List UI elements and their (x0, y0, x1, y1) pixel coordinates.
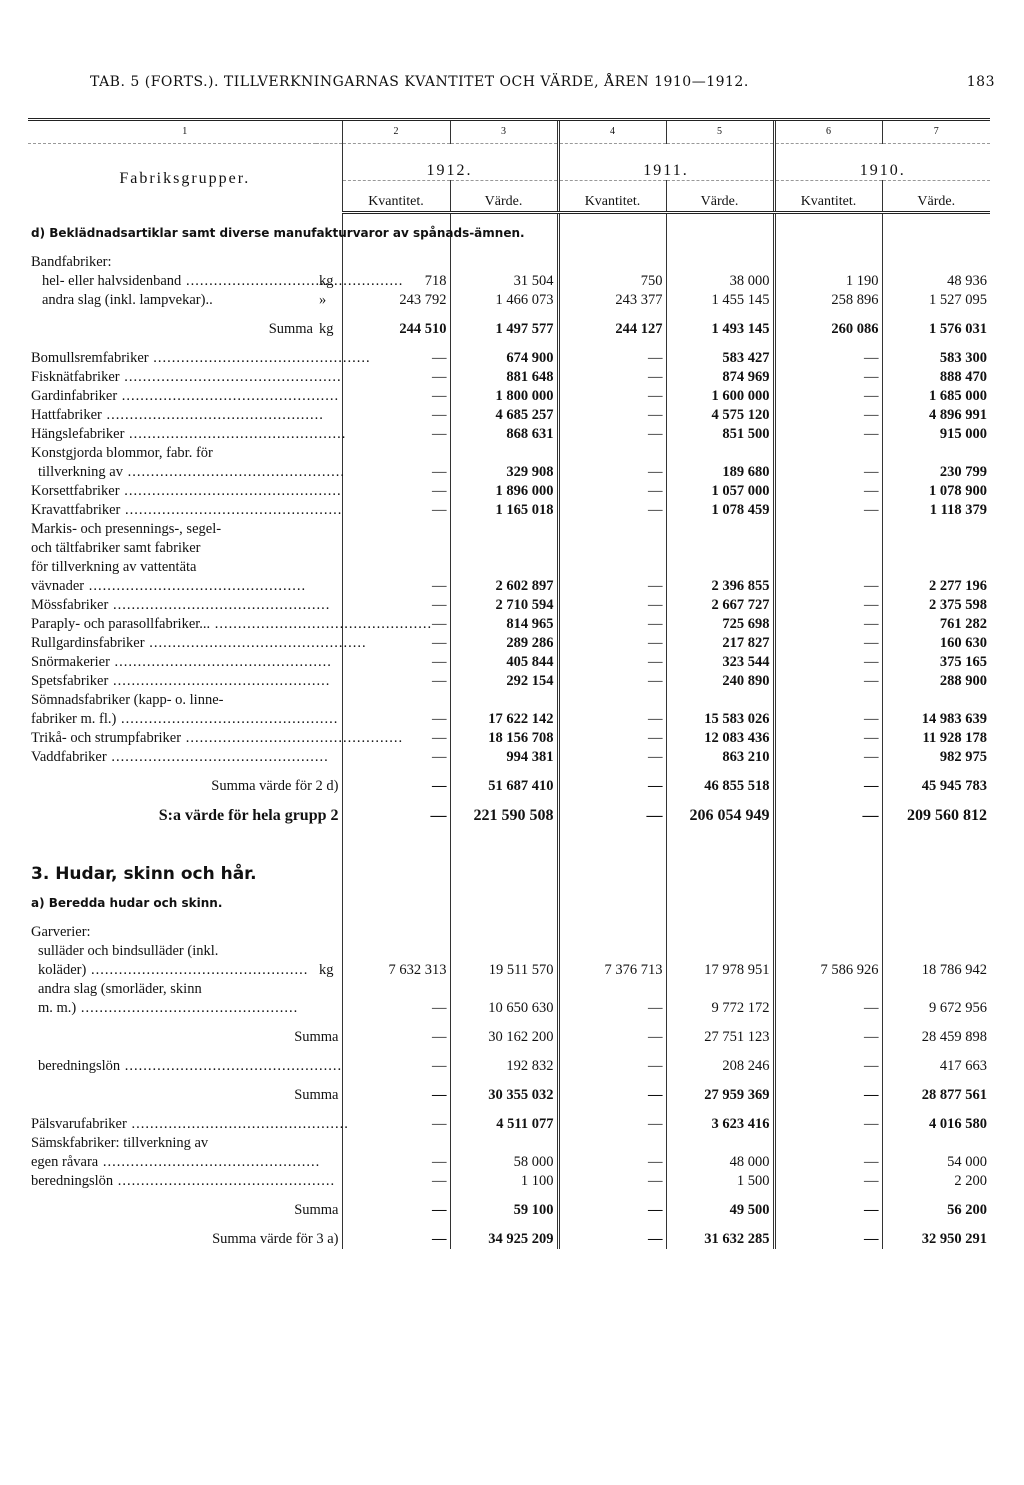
summa-varde-row (28, 1230, 990, 1249)
summa-row (28, 1201, 990, 1220)
cell: 28 877 561 (882, 1086, 990, 1105)
table-row (28, 634, 990, 653)
cell: 750 (558, 272, 666, 291)
cell: 9 672 956 (882, 999, 990, 1018)
cell: 244 127 (558, 320, 666, 339)
row-label: hel- eller halvsidenband (42, 273, 182, 289)
cell: 7 632 313 (342, 961, 450, 980)
cell: 51 687 410 (450, 777, 558, 796)
table-row (28, 729, 990, 748)
cell: 217 827 (666, 634, 774, 653)
cell: 30 355 032 (450, 1086, 558, 1105)
cell: 881 648 (450, 368, 558, 387)
cell: 2 200 (882, 1172, 990, 1191)
unit: kg (319, 273, 334, 289)
cell: 718 (342, 272, 450, 291)
table-row (28, 672, 990, 691)
column-number: 6 (774, 120, 882, 144)
row-label: Markis- och presennings-, segel- (31, 521, 222, 537)
cell: 27 751 123 (666, 1028, 774, 1047)
row-label: Vaddfabriker (31, 749, 107, 765)
cell: 7 586 926 (774, 961, 882, 980)
column-number: 5 (666, 120, 774, 144)
cell: 405 844 (450, 653, 558, 672)
row-label: andra slag (inkl. lampvekar).. (42, 292, 213, 308)
cell: 888 470 (882, 368, 990, 387)
row-label: Summa (294, 1202, 339, 1218)
row-label: Rullgardinsfabriker (31, 635, 145, 651)
rows-block (28, 729, 990, 767)
table-row (28, 999, 990, 1018)
cell: 814 965 (450, 615, 558, 634)
table-row (28, 980, 990, 999)
group-column-header: Fabriksgrupper. (119, 169, 251, 187)
rows-block (28, 596, 990, 691)
table-row (28, 291, 990, 310)
cell: 1 576 031 (882, 320, 990, 339)
cell: 1 497 577 (450, 320, 558, 339)
row-label: tillverkning av (38, 464, 123, 480)
column-number: 4 (558, 120, 666, 144)
cell: 2 277 196 (882, 577, 990, 596)
cell: 1 078 900 (882, 482, 990, 501)
cell: 1 455 145 (666, 291, 774, 310)
row-label: vävnader (31, 578, 85, 594)
cell: 1 078 459 (666, 501, 774, 520)
cell: 48 000 (666, 1153, 774, 1172)
row-label: Paraply- och parasollfabriker... (31, 616, 211, 632)
table-row (28, 272, 990, 291)
cell: 1 190 (774, 272, 882, 291)
row-label: egen råvara (31, 1154, 99, 1170)
page-header (90, 70, 995, 96)
table-row (28, 368, 990, 387)
row-label: Hängslefabriker (31, 426, 125, 442)
cell: 417 663 (882, 1057, 990, 1076)
cell: 34 925 209 (450, 1230, 558, 1249)
cell: 1 500 (666, 1172, 774, 1191)
cell: 38 000 (666, 272, 774, 291)
cell: 31 504 (450, 272, 558, 291)
table-row (28, 615, 990, 634)
column-number-row (28, 120, 990, 144)
summa-varde-row (28, 777, 990, 796)
cell: 2 710 594 (450, 596, 558, 615)
table-row (28, 1115, 990, 1134)
row-label: Hattfabriker (31, 407, 102, 423)
cell: 18 786 942 (882, 961, 990, 980)
cell: 189 680 (666, 463, 774, 482)
cell: 994 381 (450, 748, 558, 767)
cell: 4 511 077 (450, 1115, 558, 1134)
cell: 1 493 145 (666, 320, 774, 339)
unit: » (319, 292, 327, 308)
row-label: Summa (294, 1029, 339, 1045)
cell: 9 772 172 (666, 999, 774, 1018)
cell: 725 698 (666, 615, 774, 634)
cell: 915 000 (882, 425, 990, 444)
row-label: Spetsfabriker (31, 673, 109, 689)
cell: 863 210 (666, 748, 774, 767)
cell: 2 602 897 (450, 577, 558, 596)
cell: 243 792 (342, 291, 450, 310)
table-row (28, 1134, 990, 1153)
cell: 3 623 416 (666, 1115, 774, 1134)
cell: 17 978 951 (666, 961, 774, 980)
cell: 1 600 000 (666, 387, 774, 406)
table-row (28, 482, 990, 501)
cell: 7 376 713 (558, 961, 666, 980)
section-heading-row (28, 894, 990, 913)
value-header: Värde. (882, 181, 990, 213)
cell: 583 300 (882, 349, 990, 368)
cell: 982 975 (882, 748, 990, 767)
cell: 1 100 (450, 1172, 558, 1191)
table-row (28, 425, 990, 444)
quantity-header: Kvantitet. (342, 181, 450, 213)
group-heading-row (28, 865, 990, 884)
cell: 28 459 898 (882, 1028, 990, 1047)
row-label: Mössfabriker (31, 597, 109, 613)
row-label: koläder) (38, 962, 87, 978)
cell: 4 896 991 (882, 406, 990, 425)
subheading-row (28, 923, 990, 942)
cell: 221 590 508 (450, 806, 558, 825)
column-number: 2 (342, 120, 450, 144)
cell: 18 156 708 (450, 729, 558, 748)
row-label: fabriker m. fl.) (31, 711, 117, 727)
cell: 209 560 812 (882, 806, 990, 825)
cell: 244 510 (342, 320, 450, 339)
table-row (28, 1057, 990, 1076)
year-header-1911: 1911. (558, 144, 774, 181)
row-label: Bomullsremfabriker (31, 350, 149, 366)
row-label: Pälsvarufabriker (31, 1116, 127, 1132)
cell: 1 896 000 (450, 482, 558, 501)
value-header: Värde. (666, 181, 774, 213)
table-title: TAB. 5 (FORTS.). TILLVERKNINGARNAS KVANTITET OCH VÄRDE, ÅREN 1910—1912. (90, 74, 749, 90)
row-label: Kravattfabriker (31, 502, 121, 518)
cell: 1 685 000 (882, 387, 990, 406)
table-row (28, 1172, 990, 1191)
cell: 1 466 073 (450, 291, 558, 310)
cell: 208 246 (666, 1057, 774, 1076)
table-row (28, 520, 990, 539)
row-label: S:a värde för hela grupp 2 (158, 807, 339, 824)
cell: 59 100 (450, 1201, 558, 1220)
unit: kg (319, 962, 334, 978)
cell: 11 928 178 (882, 729, 990, 748)
cell: 674 900 (450, 349, 558, 368)
cell: 4 575 120 (666, 406, 774, 425)
cell: 56 200 (882, 1201, 990, 1220)
section-heading-row (28, 224, 990, 243)
cell: 583 427 (666, 349, 774, 368)
statistics-table (28, 118, 990, 1249)
row-label: Summa värde för 3 a) (212, 1231, 339, 1247)
section-heading: d) Beklädnadsartiklar samt diverse manufakturvaror av spånads-ämnen. (31, 226, 525, 240)
table-row (28, 387, 990, 406)
cell: 19 511 570 (450, 961, 558, 980)
section-heading: a) Beredda hudar och skinn. (31, 896, 223, 910)
row-label: sulläder och bindsulläder (inkl. (38, 943, 219, 959)
cell: 260 086 (774, 320, 882, 339)
rows-block (28, 482, 990, 520)
cell: 31 632 285 (666, 1230, 774, 1249)
table-row (28, 1153, 990, 1172)
table-row (28, 539, 990, 558)
cell: 329 908 (450, 463, 558, 482)
row-label: och tältfabriker samt fabriker (31, 540, 201, 556)
cell: 240 890 (666, 672, 774, 691)
table-row (28, 577, 990, 596)
row-label: Sömnadsfabriker (kapp- o. linne- (31, 692, 224, 708)
table-row (28, 710, 990, 729)
cell: 288 900 (882, 672, 990, 691)
cell: 1 527 095 (882, 291, 990, 310)
rows-block (28, 349, 990, 444)
table-row (28, 444, 990, 463)
table-row (28, 558, 990, 577)
cell: 2 375 598 (882, 596, 990, 615)
table-row (28, 942, 990, 961)
cell: 192 832 (450, 1057, 558, 1076)
unit: kg (319, 321, 334, 337)
row-label: Korsettfabriker (31, 483, 120, 499)
cell: 17 622 142 (450, 710, 558, 729)
table-row (28, 691, 990, 710)
summa-row (28, 320, 990, 339)
table-row (28, 406, 990, 425)
row-label: Sämskfabriker: tillverkning av (31, 1135, 209, 1151)
row-label: Trikå- och strumpfabriker (31, 730, 182, 746)
table-row (28, 961, 990, 980)
quantity-header: Kvantitet. (774, 181, 882, 213)
cell: 30 162 200 (450, 1028, 558, 1047)
cell: 761 282 (882, 615, 990, 634)
cell: 851 500 (666, 425, 774, 444)
row-label: m. m.) (38, 1000, 77, 1016)
summa-row (28, 1086, 990, 1105)
cell: 868 631 (450, 425, 558, 444)
cell: 49 500 (666, 1201, 774, 1220)
column-number: 3 (450, 120, 558, 144)
cell: 54 000 (882, 1153, 990, 1172)
cell: 230 799 (882, 463, 990, 482)
cell: 10 650 630 (450, 999, 558, 1018)
row-label: Summa (294, 1087, 339, 1103)
row-label: Snörmakerier (31, 654, 110, 670)
column-number: 7 (882, 120, 990, 144)
page-number: 183 (966, 74, 995, 90)
cell: 289 286 (450, 634, 558, 653)
cell: 15 583 026 (666, 710, 774, 729)
year-header-1910: 1910. (774, 144, 990, 181)
cell: 160 630 (882, 634, 990, 653)
row-label: Summa (268, 321, 313, 337)
row-label: Gardinfabriker (31, 388, 118, 404)
cell: 27 959 369 (666, 1086, 774, 1105)
group-heading: 3. Hudar, skinn och hår. (31, 864, 257, 884)
year-header-1912: 1912. (342, 144, 558, 181)
value-header: Värde. (450, 181, 558, 213)
cell: 874 969 (666, 368, 774, 387)
cell: 45 945 783 (882, 777, 990, 796)
row-label: andra slag (smorläder, skinn (38, 981, 202, 997)
cell: 14 983 639 (882, 710, 990, 729)
year-row (28, 144, 990, 181)
row-label: Konstgjorda blommor, fabr. för (31, 445, 213, 461)
cell: 375 165 (882, 653, 990, 672)
cell: 258 896 (774, 291, 882, 310)
cell: 292 154 (450, 672, 558, 691)
cell: 2 396 855 (666, 577, 774, 596)
row-label: Fisknätfabriker (31, 369, 120, 385)
row-label: för tillverkning av vattentäta (31, 559, 197, 575)
table-row (28, 748, 990, 767)
summa-row (28, 1028, 990, 1047)
table-row (28, 349, 990, 368)
column-number: 1 (28, 120, 342, 144)
cell: 32 950 291 (882, 1230, 990, 1249)
table-row (28, 463, 990, 482)
cell: 2 667 727 (666, 596, 774, 615)
cell: 48 936 (882, 272, 990, 291)
table-row (28, 653, 990, 672)
quantity-header: Kvantitet. (558, 181, 666, 213)
cell: 1 800 000 (450, 387, 558, 406)
garverier-label: Garverier: (31, 924, 91, 940)
group-total-row (28, 806, 990, 825)
row-label: Summa värde för 2 d) (211, 778, 339, 794)
row-label: beredningslön (31, 1173, 114, 1189)
cell: 243 377 (558, 291, 666, 310)
cell: 12 083 436 (666, 729, 774, 748)
cell: 323 544 (666, 653, 774, 672)
cell: 206 054 949 (666, 806, 774, 825)
bandfabriker-label: Bandfabriker: (31, 254, 112, 270)
table-row (28, 596, 990, 615)
subheading-row (28, 253, 990, 272)
cell: 58 000 (450, 1153, 558, 1172)
row-label: beredningslön (38, 1058, 121, 1074)
table-row (28, 501, 990, 520)
cell: 4 016 580 (882, 1115, 990, 1134)
cell: 1 057 000 (666, 482, 774, 501)
cell: 1 165 018 (450, 501, 558, 520)
cell: 4 685 257 (450, 406, 558, 425)
cell: 46 855 518 (666, 777, 774, 796)
cell: 1 118 379 (882, 501, 990, 520)
